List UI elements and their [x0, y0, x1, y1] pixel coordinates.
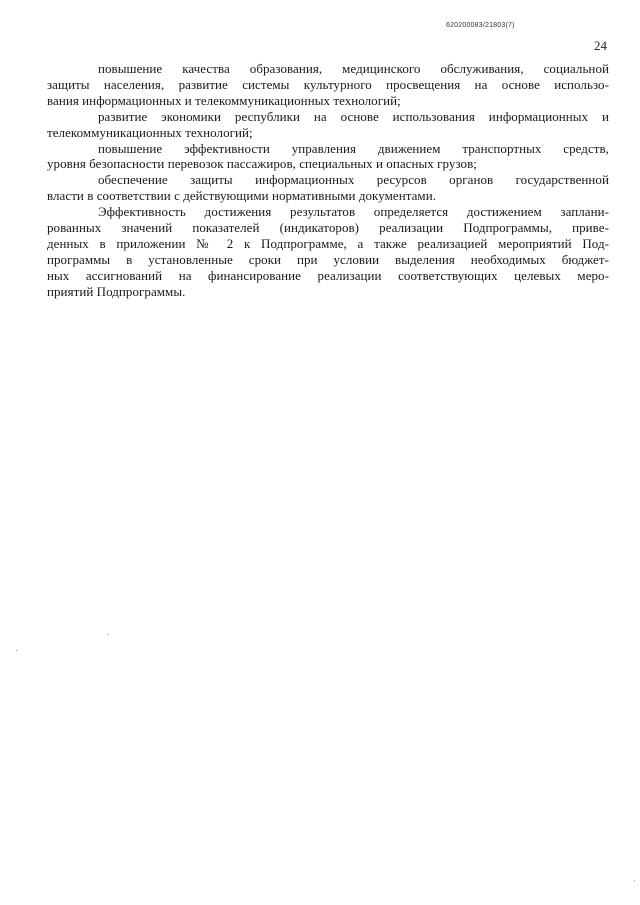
- body-text: [47, 61, 609, 300]
- page-number: 24: [594, 38, 607, 53]
- text-line: власти в соответствии с действующими нормативными документами.: [47, 188, 436, 204]
- scan-speck: [634, 880, 635, 881]
- text-line: вания информационных и телекоммуникационных технологий;: [47, 92, 401, 108]
- paragraph-efficiency: [47, 204, 609, 299]
- text-line: развитие экономики республики на основе использования информационных и: [98, 108, 609, 124]
- scan-speck: [16, 650, 17, 651]
- paragraph-transport: [47, 141, 609, 173]
- text-line: рованных значений показателей (индикаторов) реализации Подпрограммы, приве-: [47, 220, 609, 236]
- text-line: телекоммуникационных технологий;: [47, 124, 253, 140]
- text-line: Эффективность достижения результатов определяется достижением заплани-: [98, 204, 609, 220]
- text-line: приятий Подпрограммы.: [47, 283, 186, 299]
- text-line: денных в приложении № 2 к Подпрограмме, а также реализацией мероприятий Под-: [47, 235, 609, 251]
- text-line: программы в установленные сроки при условии выделения необходимых бюджет-: [47, 251, 609, 267]
- scan-speck: [107, 634, 108, 635]
- paragraph-protection: [47, 172, 609, 204]
- text-line: уровня безопасности перевозок пассажиров, специальных и опасных грузов;: [47, 156, 477, 172]
- text-line: повышение качества образования, медицинского обслуживания, социальной: [98, 61, 609, 76]
- text-line: защиты населения, развитие системы культурного просвещения на основе использо-: [47, 76, 609, 92]
- document-id: 620200083/21803(7): [446, 22, 515, 29]
- text-line: обеспечение защиты информационных ресурсов органов государственной: [98, 172, 609, 188]
- paragraph-education: [47, 61, 609, 109]
- paragraph-economy: [47, 109, 609, 141]
- text-line: ных ассигнований на финансирование реализации соответствующих целевых меро-: [47, 267, 609, 283]
- text-line: повышение эффективности управления движением транспортных средств,: [98, 140, 609, 156]
